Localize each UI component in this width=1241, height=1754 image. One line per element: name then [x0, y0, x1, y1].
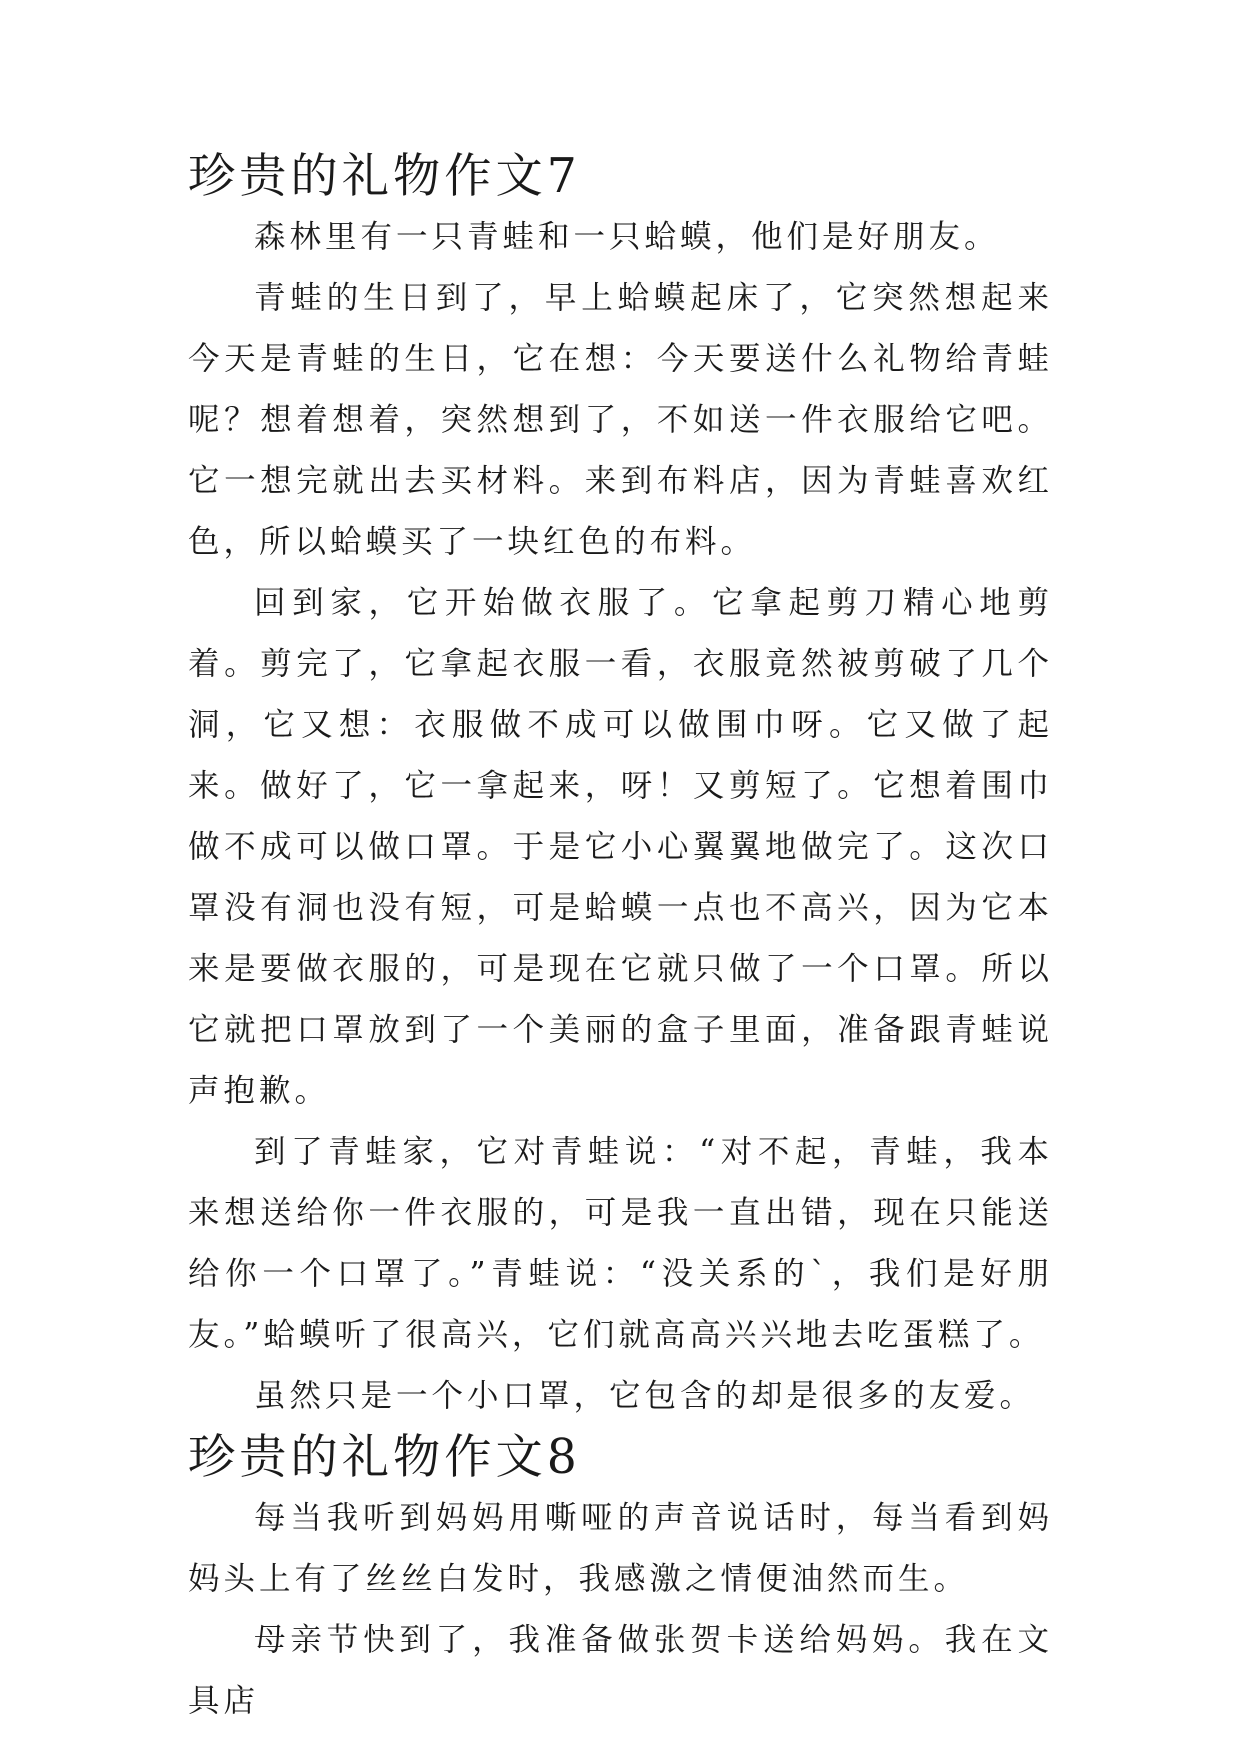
paragraph: 森林里有一只青蛙和一只蛤蟆，他们是好朋友。 — [254, 219, 1000, 255]
paragraph: 每当我听到妈妈用嘶哑的声音说话时，每当看到妈妈头上有了丝丝白发时，我感激之情便油然而生。 — [188, 1500, 1053, 1597]
section-title: 珍贵的礼物作文7 — [188, 149, 581, 204]
document-body — [188, 146, 1053, 1732]
paragraph: 母亲节快到了，我准备做张贺卡送给妈妈。我在文具店 — [188, 1622, 1053, 1719]
paragraph: 到了青蛙家，它对青蛙说：“对不起，青蛙，我本来想送给你一件衣服的，可是我一直出错，现在只能送给你一个口罩了。”青蛙说：“没关系的`，我们是好朋友。”蛤蟆听了很高兴，它们就高高兴兴地去吃蛋糕了。 — [188, 1134, 1053, 1353]
section-title: 珍贵的礼物作文8 — [188, 1430, 581, 1485]
paragraph: 青蛙的生日到了，早上蛤蟆起床了，它突然想起来今天是青蛙的生日，它在想：今天要送什么礼物给青蛙呢？想着想着，突然想到了，不如送一件衣服给它吧。它一想完就出去买材料。来到布料店，因为青蛙喜欢红色，所以蛤蟆买了一块红色的布料。 — [188, 280, 1053, 560]
paragraph: 虽然只是一个小口罩，它包含的却是很多的友爱。 — [254, 1378, 1036, 1414]
paragraph: 回到家，它开始做衣服了。它拿起剪刀精心地剪着。剪完了，它拿起衣服一看，衣服竟然被剪破了几个洞，它又想：衣服做不成可以做围巾呀。它又做了起来。做好了，它一拿起来，呀！又剪短了。它想着围巾做不成可以做口罩。于是它小心翼翼地做完了。这次口罩没有洞也没有短，可是蛤蟆一点也不高兴，因为它本来是要做衣服的，可是现在它就只做了一个口罩。所以它就把口罩放到了一个美丽的盒子里面，准备跟青蛙说声抱歉。 — [188, 585, 1053, 1109]
